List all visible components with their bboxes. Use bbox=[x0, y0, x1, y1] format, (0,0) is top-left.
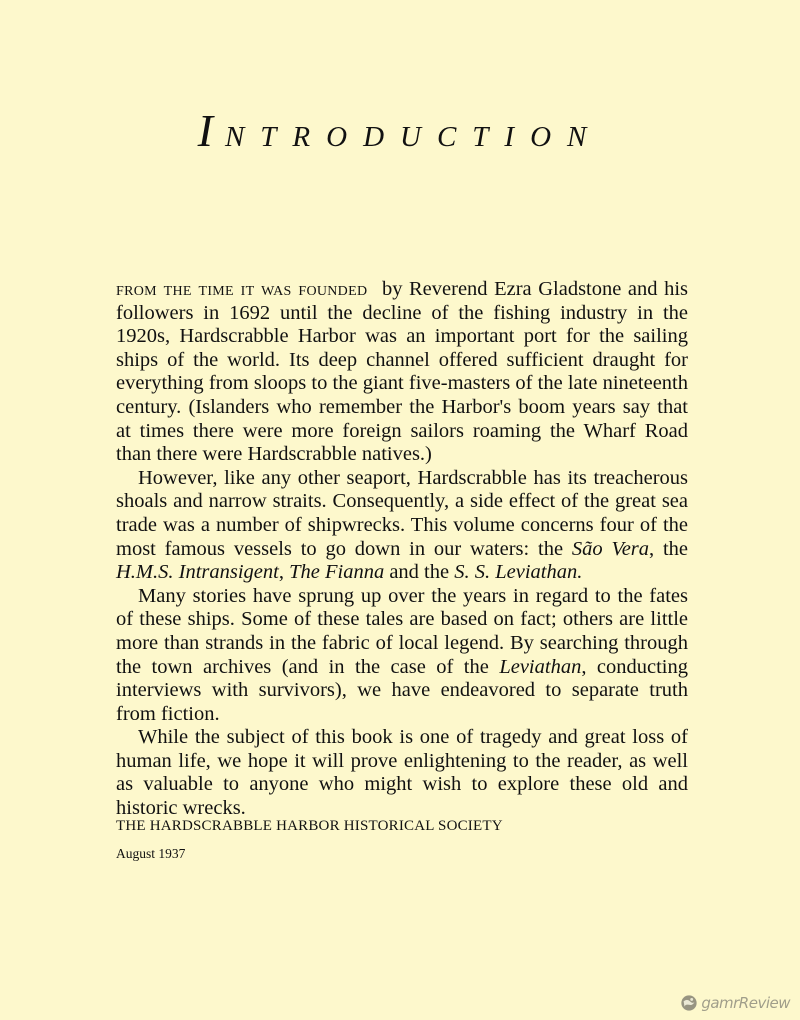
paragraph-4 bbox=[116, 726, 688, 820]
title-initial: I bbox=[197, 105, 225, 156]
paragraph-1 bbox=[116, 278, 688, 467]
ship-name-leviathan: S. S. Leviathan. bbox=[454, 561, 583, 584]
paragraph-4-text: While the subject of this book is one of tragedy and great loss of human life, we hope it will prove enlightening to the reader, as well as valuable to anyone who might wish to explore these old and historic wrecks. bbox=[116, 726, 688, 820]
watermark-text: gamrReview bbox=[701, 994, 790, 1012]
ship-name-leviathan-ref: Leviathan bbox=[499, 655, 582, 678]
paragraph-2-text-b: , the bbox=[649, 537, 689, 560]
signature: THE HARDSCRABBLE HARBOR HISTORICAL SOCIETY bbox=[116, 818, 503, 834]
globe-logo-icon bbox=[680, 994, 698, 1012]
date-line: August 1937 bbox=[116, 846, 186, 861]
ship-name-sao-vera: São Vera bbox=[571, 537, 650, 560]
ship-name-intransigent: H.M.S. Intransigent bbox=[116, 561, 279, 584]
paragraph-1-text: by Reverend Ezra Gladstone and his followers in 1692 until the decline of the fishing industry in the 1920s, Hardscrabble Harbor was an important port for the sailing ships of the world. Its deep channel offered sufficient draught for everything from sloops to the giant five-masters of the late nineteenth century. (Islanders who remember the Harbor's boom years say that at times there were more foreign sailors roaming the Wharf Road than there were Hardscrabble natives.) bbox=[116, 278, 688, 466]
paragraph-2 bbox=[116, 467, 688, 585]
lead-in-smallcaps: from the time it was founded bbox=[116, 278, 368, 300]
watermark bbox=[680, 994, 790, 1012]
page-title bbox=[0, 104, 800, 157]
ship-name-fianna: The Fianna bbox=[289, 561, 385, 584]
paragraph-3 bbox=[116, 585, 688, 727]
paragraph-2-text-d: and the bbox=[384, 561, 455, 584]
paragraph-2-text-a: However, like any other seaport, Hardscrabble has its treacherous shoals and narrow straits. Consequently, a side effect of the great sea trade was a number of shipwrecks. This volume concerns four of the most famous vessels to go down in our waters: the bbox=[116, 466, 688, 560]
paragraph-2-text-c: , bbox=[278, 561, 290, 584]
body-text bbox=[116, 278, 688, 821]
paragraph-3-text-b: , conducting interviews with survivors), we have endeavored to separate truth from fiction. bbox=[116, 655, 689, 725]
title-rest: NTRODUCTION bbox=[224, 121, 603, 153]
paragraph-3-text-a: Many stories have sprung up over the years in regard to the fates of these ships. Some of these tales are based on fact; others are little more than strands in the fabric of local legend. By searching through the town archives (and in the case of the bbox=[116, 584, 688, 678]
